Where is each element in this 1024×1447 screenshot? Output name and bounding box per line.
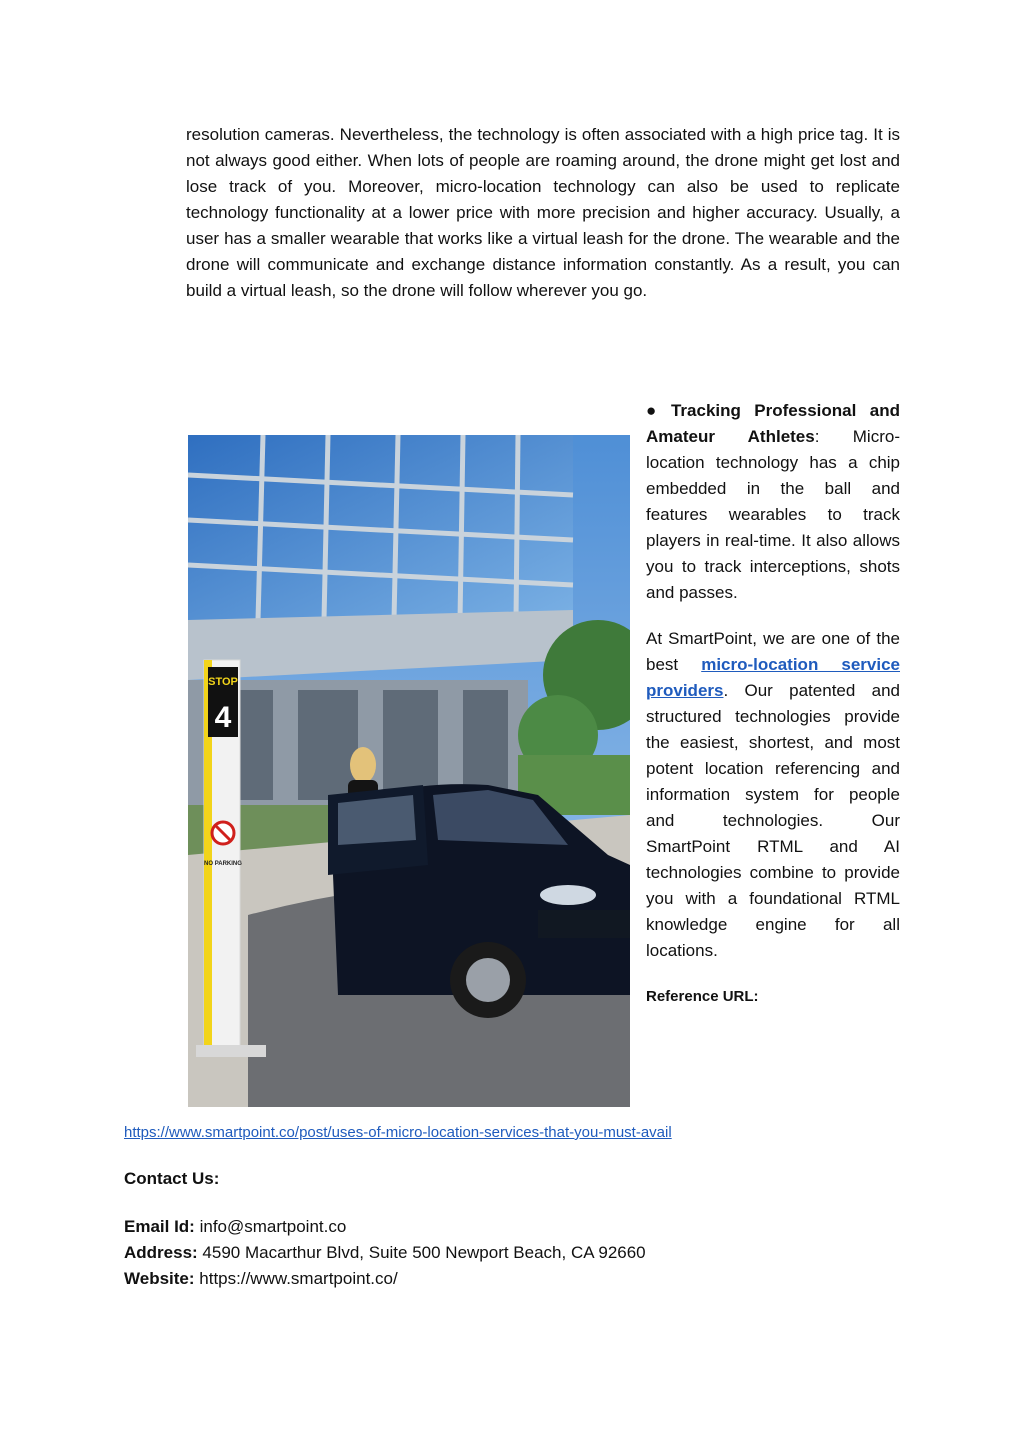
bullet-dot: ●	[646, 401, 665, 420]
email-row	[124, 1214, 646, 1240]
website-label: Website:	[124, 1269, 195, 1288]
intro-paragraph: resolution cameras. Nevertheless, the technology is often associated with a high price tag. It is not always good either. When lots of people are roaming around, the drone might get lost and lose track of you. Moreover, micro-location technology can also be used to replicate technology functionality at a lower price with more precision and higher accuracy. Usually, a user has a smaller wearable that works like a virtual leash for the drone. The wearable and the drone will communicate and exchange distance information constantly. As a result, you can build a virtual leash, so the drone will follow wherever you go.	[186, 125, 900, 300]
website-value: https://www.smartpoint.co/	[199, 1269, 398, 1288]
photo-car-at-curbside-stop	[188, 435, 630, 1107]
email-value: info@smartpoint.co	[199, 1217, 347, 1236]
email-label: Email Id:	[124, 1217, 195, 1236]
right-column	[646, 398, 900, 1030]
smartpoint-text-before-link: At SmartPoint, we are one of the best	[646, 629, 900, 674]
bullet-heading: Tracking Professional and Amateur Athletes	[646, 401, 900, 446]
smartpoint-paragraph	[646, 626, 900, 964]
sign-stop-label: STOP	[208, 676, 238, 688]
contact-info	[124, 1214, 646, 1292]
micro-location-service-link[interactable]: micro-location service providers	[646, 655, 900, 700]
address-label: Address:	[124, 1243, 198, 1262]
contact-heading: Contact Us:	[124, 1169, 220, 1188]
sign-no-parking: NO PARKING	[204, 861, 242, 867]
reference-label: Reference URL:	[646, 988, 759, 1005]
sign-number: 4	[214, 701, 232, 734]
address-value: 4590 Macarthur Blvd, Suite 500 Newport Beach, CA 92660	[202, 1243, 646, 1262]
bullet-paragraph	[646, 398, 900, 606]
bullet-text: : Micro-location technology has a chip embedded in the ball and features wearables to track players in real-time. It also allows you to track interceptions, shots and passes.	[646, 427, 900, 602]
reference-url-link[interactable]: https://www.smartpoint.co/post/uses-of-micro-location-services-that-you-must-avail	[124, 1124, 672, 1141]
address-row	[124, 1240, 646, 1266]
website-row	[124, 1266, 646, 1292]
smartpoint-text-after-link: . Our patented and structured technologies provide the easiest, shortest, and most potent location referencing and information system for people and technologies. Our SmartPoint RTML and AI technologies combine to provide you with a foundational RTML knowledge engine for all locations.	[646, 681, 900, 960]
